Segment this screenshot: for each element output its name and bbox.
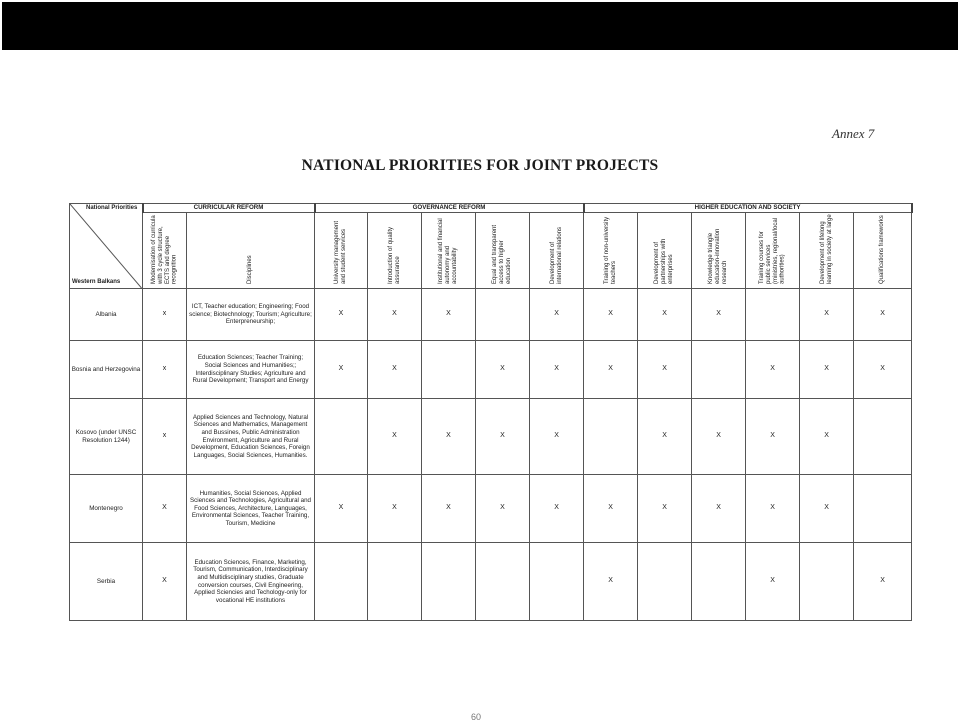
country-cell: Kosovo (under UNSC Resolution 1244) [70,399,143,475]
priority-mark-cell: X [315,341,368,399]
priority-mark-cell [422,341,476,399]
curricula-mark-cell: X [143,543,187,621]
priorities-table-wrap [69,203,911,618]
column-header [368,213,422,289]
priority-mark-cell: X [368,341,422,399]
column-header-label: Development of international relations [549,227,563,285]
priority-mark-cell: X [746,475,800,543]
table-row [70,289,912,341]
column-header [422,213,476,289]
curricula-mark-cell: X [143,475,187,543]
priority-mark-cell [692,341,746,399]
disciplines-cell: ICT, Teacher education; Engineering; Food science; Biotechnology; Tourism; Agriculture; Enterpreneurship; [187,289,315,341]
column-header [584,213,638,289]
table-row [70,543,912,621]
priority-mark-cell: X [315,289,368,341]
document-title: NATIONAL PRIORITIES FOR JOINT PROJECTS [301,157,659,174]
column-header-label: Knowledge triangle education-innovation research [708,228,728,285]
column-header [692,213,746,289]
corner-bottom-label: Western Balkans [72,278,121,285]
column-header-label: Modernisation of curricula with 3 cycle structure, ECTS and degree recognition [150,215,178,285]
priority-mark-cell: X [746,399,800,475]
priority-mark-cell [638,543,692,621]
priority-mark-cell: X [584,475,638,543]
priority-mark-cell: X [584,289,638,341]
priority-mark-cell [584,399,638,475]
disciplines-cell: Applied Sciences and Technology, Natural Sciences and Mathematics, Management and Bussines, Public Administration Environment, Agriculture and Rural Development, Education Sciences, Foreign Languages, Social Sciences, Humanities. [187,399,315,475]
priority-mark-cell [476,289,530,341]
priority-mark-cell: X [530,289,584,341]
priority-mark-cell: X [638,399,692,475]
priority-mark-cell: X [422,475,476,543]
disciplines-cell: Education Sciences; Teacher Training; Social Sciences and Humanities;; Interdisciplinary Studies; Agriculture and Rural Development; Transport and Energy [187,341,315,399]
corner-diagonal-line [70,204,142,288]
priority-mark-cell: X [638,289,692,341]
priority-mark-cell: X [422,289,476,341]
priority-mark-cell: X [584,341,638,399]
priority-mark-cell: X [854,543,912,621]
column-header-label: Training courses for public services (ministries, regional/local authorities) [758,218,786,285]
priority-mark-cell [692,543,746,621]
priority-mark-cell: X [638,475,692,543]
priority-mark-cell: X [800,289,854,341]
priority-mark-cell: X [854,341,912,399]
column-header-label: Equal and transparent access to higher education [492,225,512,285]
table-row [70,475,912,543]
curricula-mark-cell: x [143,289,187,341]
country-cell: Albania [70,289,143,341]
priority-mark-cell: X [530,341,584,399]
country-cell: Serbia [70,543,143,621]
column-header-label: University management and student services [334,221,347,285]
priority-mark-cell [315,543,368,621]
priority-mark-cell: X [530,475,584,543]
priority-mark-cell: X [584,543,638,621]
column-header [854,213,912,289]
column-header [800,213,854,289]
priority-mark-cell: X [800,475,854,543]
priority-mark-cell [315,399,368,475]
priority-mark-cell: X [315,475,368,543]
column-header [187,213,315,289]
disciplines-cell: Humanities, Social Sciences, Applied Sciences and Technologies, Agricultural and Food Sciences, Architecture, Languages, Environmental Sciences, Teacher Training, Tourism, Medicine [187,475,315,543]
priority-mark-cell: X [854,289,912,341]
column-header-label: Qualifications frameworks [879,215,886,285]
priority-mark-cell: X [638,341,692,399]
table-row [70,341,912,399]
country-cell: Bosnia and Herzegovina [70,341,143,399]
priority-mark-cell: X [476,475,530,543]
priority-mark-cell: X [368,475,422,543]
column-header [530,213,584,289]
column-header-label: Development of lifelong learning in society at large [819,214,833,285]
group-header-governance: GOVERNANCE REFORM [315,204,584,213]
column-header-label: Training of non-university teachers [603,217,617,285]
column-header [476,213,530,289]
priority-mark-cell [422,543,476,621]
priority-mark-cell: X [368,399,422,475]
curricula-mark-cell: x [143,341,187,399]
priority-mark-cell: X [530,399,584,475]
priority-mark-cell: X [692,399,746,475]
priority-mark-cell [476,543,530,621]
column-header [638,213,692,289]
priority-mark-cell: X [476,341,530,399]
priority-mark-cell [368,543,422,621]
column-header [746,213,800,289]
priority-mark-cell [530,543,584,621]
priority-mark-cell [854,475,912,543]
priority-mark-cell: X [800,399,854,475]
table-row [70,399,912,475]
disciplines-cell: Education Sciences, Finance, Marketing, Tourism, Communication, Interdisciplinary and Multidisciplinary studies, Graduate conversion courses, Civil Engineering, Applied Sciencies and Techology-only for vocational HE institutions [187,543,315,621]
curricula-mark-cell: x [143,399,187,475]
priority-mark-cell: X [746,543,800,621]
priority-mark-cell: X [368,289,422,341]
page-number: 60 [471,712,482,722]
table-corner-cell [70,204,143,289]
column-header-label: Disciplines [247,255,254,285]
column-header-label: Introduction of quality assurance [387,227,401,285]
priority-mark-cell: X [476,399,530,475]
priority-mark-cell: X [422,399,476,475]
column-header-label: Institutional and financial autonomy and accountability [438,218,458,285]
priority-mark-cell: X [692,475,746,543]
column-header [143,213,187,289]
priority-mark-cell [800,543,854,621]
priorities-table [69,203,913,621]
top-black-bar [2,2,958,50]
country-cell: Montenegro [70,475,143,543]
group-header-curricular: CURRICULAR REFORM [143,204,315,213]
priority-mark-cell: X [692,289,746,341]
corner-top-label: National Priorities [86,205,138,211]
priority-mark-cell [746,289,800,341]
priority-mark-cell: X [800,341,854,399]
column-header-label: Development of partnerships with enterprises [654,238,674,285]
group-header-society: HIGHER EDUCATION AND SOCIETY [584,204,912,213]
annex-label: Annex 7 [832,126,875,141]
priority-mark-cell [854,399,912,475]
column-header [315,213,368,289]
priority-mark-cell: X [746,341,800,399]
